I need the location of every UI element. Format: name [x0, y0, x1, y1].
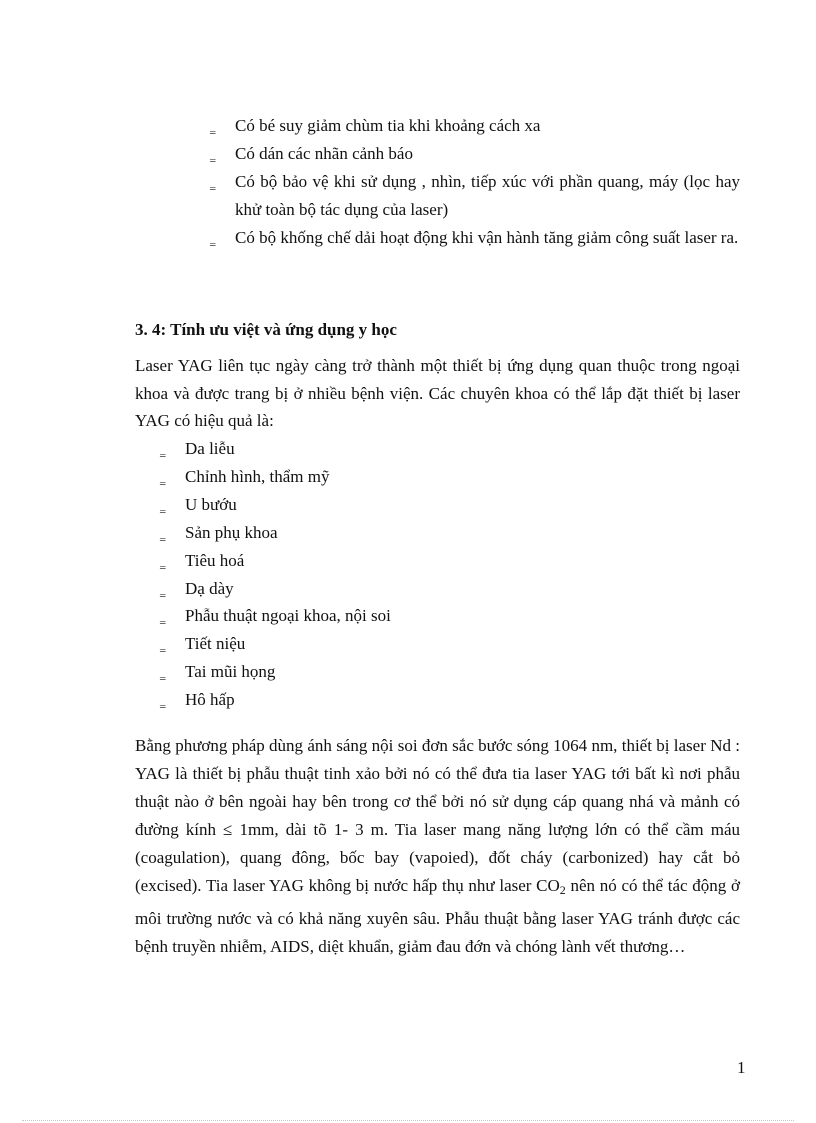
list-item	[210, 112, 740, 140]
dash-bullet: ‗	[160, 500, 166, 513]
page-number: 1	[737, 1058, 746, 1077]
list-item	[160, 491, 560, 519]
dash-bullet: ‗	[160, 640, 166, 653]
list-item	[160, 658, 560, 686]
list-item	[160, 519, 560, 547]
list-item-text: Có bé suy giảm chùm tia khi khoảng cách xa	[235, 116, 541, 135]
list-item-text: U bướu	[185, 494, 237, 514]
intro-paragraph: Laser YAG liên tục ngày càng trở thành một thiết bị ứng dụng quan thuộc trong ngoại khoa và được trang bị ở nhiều bệnh viện. Các chuyên khoa có thể lắp đặt thiết bị laser YAG có hiệu quả là:	[135, 356, 740, 431]
body-paragraph	[135, 732, 740, 961]
list-item	[160, 630, 560, 658]
list-item	[210, 168, 740, 224]
list-item	[210, 140, 740, 168]
dash-bullet: ‗	[160, 584, 166, 597]
body-text-part2: nên nó có thể tác động ở môi trường nước và có khả năng xuyên sâu. Phẫu thuật bằng laser YAG tránh được các bệnh truyền nhiễm, AIDS, diệt khuẩn, giảm đau đớn và chóng lành vết thương…	[135, 876, 740, 956]
page-bottom-divider	[22, 1120, 794, 1121]
list-item	[160, 463, 560, 491]
list-item	[160, 575, 560, 603]
list-item-text: Có bộ bảo vệ khi sử dụng , nhìn, tiếp xúc với phần quang, máy (lọc hay khử toàn bộ tác dụng của laser)	[235, 172, 740, 219]
list-item	[160, 435, 560, 463]
dash-bullet: ‗	[160, 528, 166, 541]
dash-bullet: ‗	[210, 178, 216, 190]
list-item-text: Phẫu thuật ngoại khoa, nội soi	[185, 606, 391, 626]
specialty-list	[160, 435, 560, 714]
list-item	[160, 602, 560, 630]
co2-subscript: 2	[559, 883, 566, 898]
list-item-text: Dạ dày	[185, 578, 234, 598]
list-item-text: Sản phụ khoa	[185, 522, 278, 542]
list-item-text: Có bộ khống chế dải hoạt động khi vận hành tăng giảm công suất laser ra.	[235, 228, 739, 247]
dash-bullet: ‗	[210, 150, 216, 162]
dash-bullet: ‗	[160, 472, 166, 485]
list-item	[160, 547, 560, 575]
dash-bullet: ‗	[160, 612, 166, 625]
precaution-list	[210, 112, 740, 252]
body-text-part1: Bằng phương pháp dùng ánh sáng nội soi đơn sắc bước sóng 1064 nm, thiết bị laser Nd : YAG là thiết bị phẫu thuật tinh xảo bởi nó có thể đưa tia laser YAG tới bất kì nơi phẫu thuật nào ở bên ngoài hay bên trong cơ thể bởi nó sử dụng cáp quang nhá và mảnh có đường kính ≤ 1mm, dài tõ 1- 3 m. Tia laser mang năng lượng lớn có thể cầm máu (coagulation), quang đông, bốc bay (vapoied), đốt cháy (carbonized) hay cắt bỏ (excised). Tia laser YAG không bị nước hấp thụ như laser CO	[135, 736, 740, 896]
list-item-text: Tiêu hoá	[185, 550, 245, 570]
dash-bullet: ‗	[160, 445, 166, 457]
list-item-text: Có dán các nhãn cảnh báo	[235, 144, 413, 163]
section-heading: 3. 4: Tính ưu việt và ứng dụng y học	[135, 320, 397, 339]
dash-bullet: ‗	[160, 668, 166, 681]
list-item-text: Tiết niệu	[185, 634, 246, 654]
list-item-text: Chỉnh hình, thẩm mỹ	[185, 466, 330, 486]
dash-bullet: ‗	[210, 234, 216, 246]
list-item-text: Tai mũi họng	[185, 662, 276, 682]
dash-bullet: ‗	[160, 696, 166, 709]
list-item-text: Hô hấp	[185, 690, 235, 710]
dash-bullet: ‗	[210, 122, 216, 134]
list-item-text: Da liễu	[185, 439, 235, 458]
dash-bullet: ‗	[160, 556, 166, 569]
list-item	[210, 224, 740, 252]
list-item	[160, 686, 560, 714]
